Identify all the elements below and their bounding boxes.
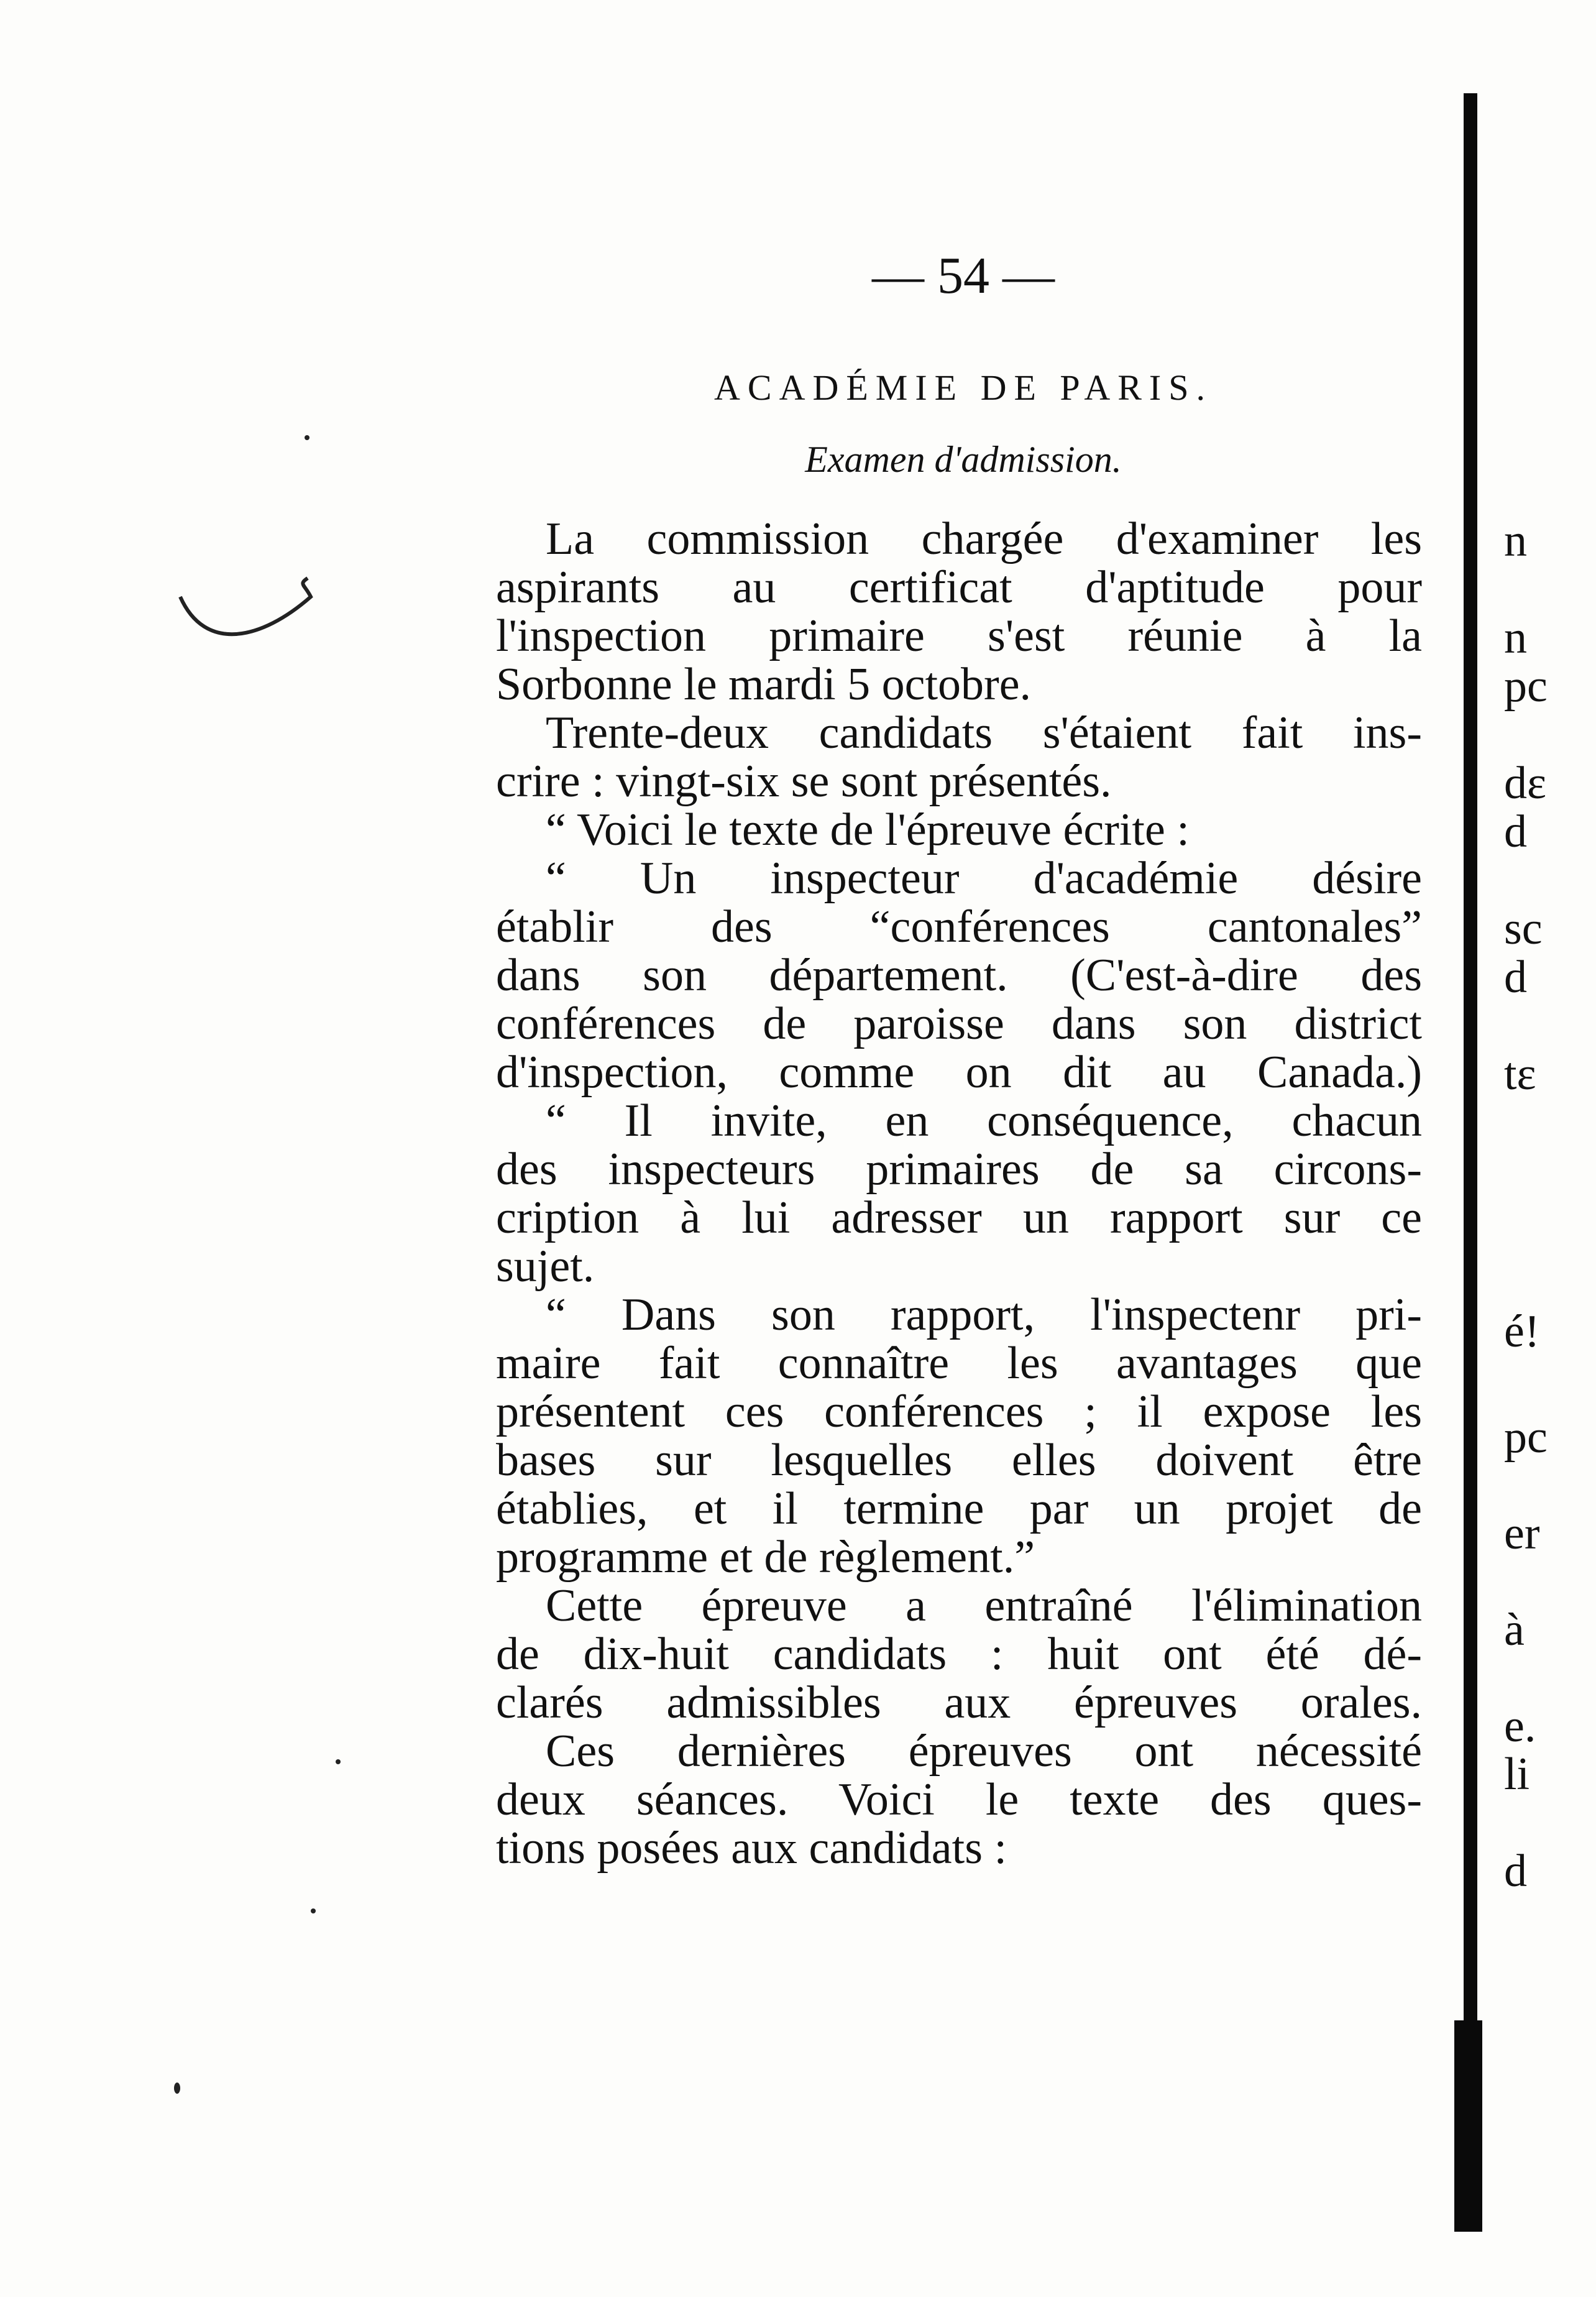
text-line: La commission chargée d'examiner les	[546, 513, 1422, 564]
text-line: établies, et il termine par un projet de	[496, 1483, 1422, 1534]
text-line: “ Dans son rapport, l'inspectenr pri-	[546, 1289, 1422, 1340]
text-line: “ Un inspecteur d'académie désire	[546, 853, 1422, 904]
margin-fragment: n	[1504, 515, 1527, 566]
margin-fragment: à	[1504, 1604, 1525, 1655]
margin-fragment: dε	[1504, 758, 1547, 809]
text-line: tions posées aux candidats :	[496, 1823, 1007, 1874]
text-line: aspirants au certificat d'aptitude pour	[496, 562, 1422, 613]
text-line: Cette épreuve a entraîné l'élimination	[546, 1580, 1422, 1631]
margin-fragment: li	[1504, 1749, 1530, 1800]
text-line: clarés admissibles aux épreuves orales.	[496, 1677, 1422, 1728]
text-line: maire fait connaître les avantages que	[496, 1338, 1422, 1389]
text-line: programme et de règlement.”	[496, 1532, 1035, 1583]
text-line: Sorbonne le mardi 5 octobre.	[496, 659, 1032, 710]
text-line: Ces dernières épreuves ont nécessité	[546, 1726, 1422, 1777]
margin-fragment: d	[1504, 952, 1527, 1003]
text-line: d'inspection, comme on dit au Canada.)	[496, 1047, 1422, 1098]
ink-speck	[174, 2083, 180, 2094]
margin-fragment: pc	[1504, 661, 1548, 712]
margin-fragment: sc	[1504, 903, 1543, 954]
ink-mark	[168, 559, 323, 659]
page-heading: ACADÉMIE DE PARIS.	[714, 367, 1213, 408]
text-line: Trente-deux candidats s'étaient fait ins-	[546, 707, 1422, 758]
ink-speck	[305, 435, 310, 440]
binding-gutter	[1464, 93, 1477, 2232]
text-line: conférences de paroisse dans son district	[496, 998, 1422, 1049]
text-line: présentent ces conférences ; il expose les	[496, 1386, 1422, 1437]
text-line: deux séances. Voici le texte des ques-	[496, 1774, 1422, 1825]
text-line: “ Il invite, en conséquence, chacun	[546, 1095, 1422, 1146]
margin-fragment: tε	[1504, 1049, 1536, 1100]
margin-fragment: d	[1504, 1846, 1527, 1897]
margin-fragment: er	[1504, 1508, 1540, 1559]
text-line: bases sur lesquelles elles doivent être	[496, 1435, 1422, 1486]
binding-gutter-foot	[1454, 2020, 1482, 2232]
text-line: établir des “conférences cantonales”	[496, 901, 1422, 952]
margin-fragment: pc	[1504, 1412, 1548, 1463]
text-line: cription à lui adresser un rapport sur ce	[496, 1192, 1422, 1243]
margin-fragment: e.	[1504, 1701, 1536, 1752]
text-line: de dix-huit candidats : huit ont été dé-	[496, 1629, 1422, 1680]
margin-fragment: d	[1504, 806, 1527, 857]
ink-speck	[311, 1908, 316, 1913]
text-line: des inspecteurs primaires de sa circons-	[496, 1144, 1422, 1195]
margin-fragment: é!	[1504, 1306, 1540, 1357]
page-subheading: Examen d'admission.	[805, 439, 1122, 480]
ink-speck	[336, 1759, 341, 1764]
text-line: l'inspection primaire s'est réunie à la	[496, 610, 1422, 661]
text-line: sujet.	[496, 1241, 595, 1292]
text-line: “ Voici le texte de l'épreuve écrite :	[546, 804, 1190, 855]
margin-fragment: n	[1504, 612, 1527, 663]
text-line: dans son département. (C'est-à-dire des	[496, 950, 1422, 1001]
body-text	[496, 515, 1422, 1872]
page-number: — 54 —	[872, 247, 1055, 305]
text-line: crire : vingt-six se sont présentés.	[496, 756, 1112, 807]
